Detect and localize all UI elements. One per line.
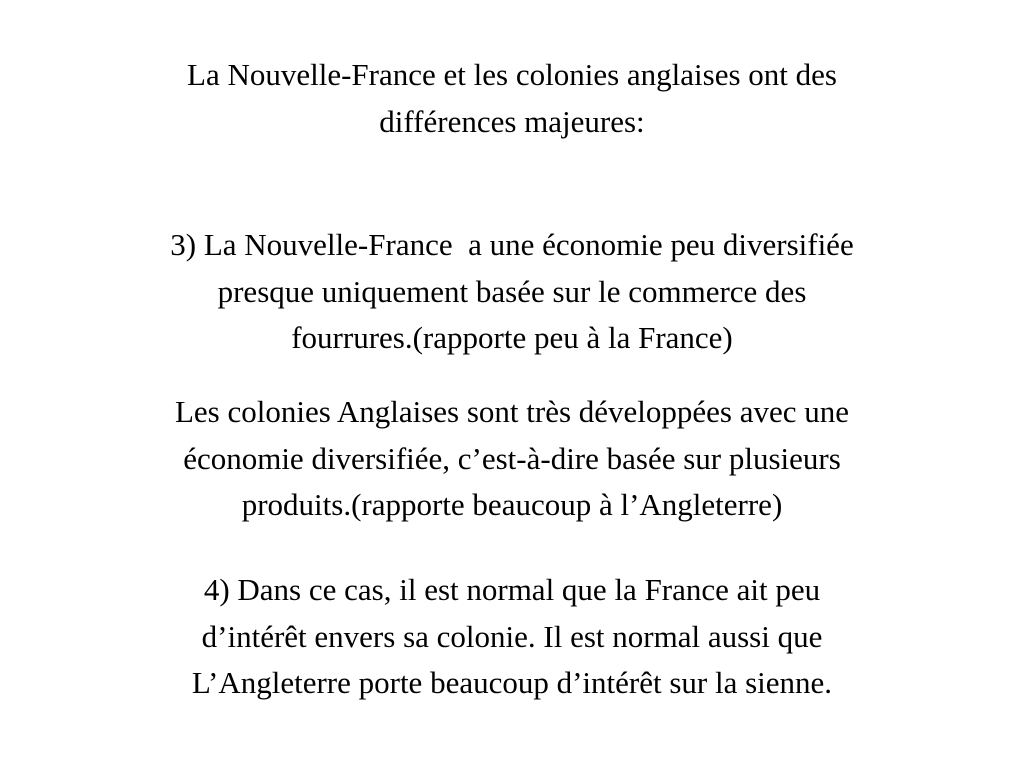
english-colonies-paragraph — [0, 389, 1024, 529]
point-4-paragraph — [0, 567, 1024, 707]
point-3-line: fourrures.(rapporte peu à la France) — [291, 320, 733, 355]
point-4-line: 4) Dans ce cas, il est normal que la France ait peu — [203, 572, 821, 607]
slide-title — [0, 52, 1024, 145]
point-4-line: d’intérêt envers sa colonie. Il est normal aussi que — [201, 618, 823, 654]
english-colonies-line: produits.(rapporte beaucoup à l’Angleterre) — [241, 487, 783, 522]
english-colonies-line: Les colonies Anglaises sont très développées avec une — [174, 394, 850, 429]
point-3-line: presque uniquement basée sur le commerce des — [217, 273, 807, 309]
point-3-paragraph — [0, 222, 1024, 362]
english-colonies-line: économie diversifiée, c’est-à-dire basée sur plusieurs — [183, 440, 841, 476]
title-line: La Nouvelle-France et les colonies anglaises ont des — [187, 57, 837, 92]
point-3-line: 3) La Nouvelle-France a une économie peu diversifiée — [170, 227, 854, 262]
title-line: différences majeures: — [379, 103, 645, 139]
point-4-line: L’Angleterre porte beaucoup d’intérêt sur la sienne. — [191, 665, 833, 700]
